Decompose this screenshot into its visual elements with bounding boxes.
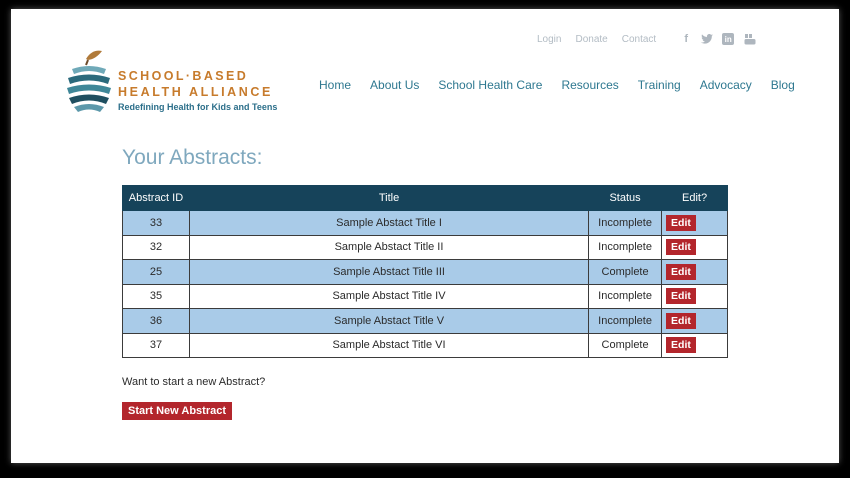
abstract-status: Incomplete [589,235,662,260]
abstract-title: Sample Abstact Title VI [189,333,588,358]
abstract-id: 33 [123,211,190,236]
edit-button[interactable]: Edit [666,337,696,353]
table-row [123,235,728,260]
nav-training[interactable]: Training [637,78,681,92]
nav-about-us[interactable]: About Us [370,78,420,92]
edit-cell [662,309,728,334]
abstract-title: Sample Abstact Title II [189,235,588,260]
abstract-status: Incomplete [589,211,662,236]
edit-button[interactable]: Edit [666,239,696,255]
page-frame [11,9,839,463]
table-row [123,284,728,309]
column-header-status: Status [589,186,662,211]
contact-link[interactable]: Contact [621,33,657,45]
logo-name-line1: SCHOOL·BASED [118,69,249,83]
utility-nav [537,33,766,45]
apple-logo-icon [64,49,114,117]
abstract-status: Incomplete [589,309,662,334]
nav-resources[interactable]: Resources [561,78,619,92]
edit-button[interactable]: Edit [666,313,696,329]
abstracts-table [122,185,728,358]
edit-cell [662,211,728,236]
edit-button[interactable]: Edit [666,264,696,280]
column-header-title: Title [189,186,588,211]
table-header-row [123,186,728,211]
start-new-abstract-button[interactable]: Start New Abstract [122,402,232,420]
nav-blog[interactable]: Blog [770,78,795,92]
edit-cell [662,284,728,309]
column-header-edit: Edit? [662,186,728,211]
donate-link[interactable]: Donate [575,33,608,45]
youtube-icon[interactable] [743,33,757,45]
abstract-title: Sample Abstact Title III [189,260,588,285]
abstract-id: 32 [123,235,190,260]
nav-home[interactable]: Home [319,78,352,92]
abstract-title: Sample Abstact Title V [189,309,588,334]
abstract-id: 25 [123,260,190,285]
facebook-icon[interactable]: f [684,33,689,45]
edit-cell [662,260,728,285]
logo-name-line2: HEALTH ALLIANCE [118,85,273,99]
logo-tagline: Redefining Health for Kids and Teens [118,102,278,112]
new-abstract-prompt: Want to start a new Abstract? [122,376,266,388]
abstract-status: Complete [589,260,662,285]
twitter-icon[interactable] [701,33,713,45]
table-row [123,333,728,358]
abstract-status: Complete [589,333,662,358]
edit-button[interactable]: Edit [666,215,696,231]
edit-cell [662,235,728,260]
main-nav [319,78,814,92]
abstract-title: Sample Abstact Title IV [189,284,588,309]
edit-cell [662,333,728,358]
abstract-id: 36 [123,309,190,334]
nav-school-health-care[interactable]: School Health Care [438,78,543,92]
login-link[interactable]: Login [537,33,562,45]
edit-button[interactable]: Edit [666,288,696,304]
page-title: Your Abstracts: [122,146,263,169]
table-row [123,211,728,236]
linkedin-icon[interactable]: in [722,33,734,45]
abstract-title: Sample Abstact Title I [189,211,588,236]
column-header-id: Abstract ID [123,186,190,211]
abstract-id: 35 [123,284,190,309]
social-links [680,33,766,45]
site-logo[interactable] [64,49,294,129]
nav-advocacy[interactable]: Advocacy [699,78,752,92]
table-row [123,260,728,285]
table-row [123,309,728,334]
abstract-status: Incomplete [589,284,662,309]
abstract-id: 37 [123,333,190,358]
